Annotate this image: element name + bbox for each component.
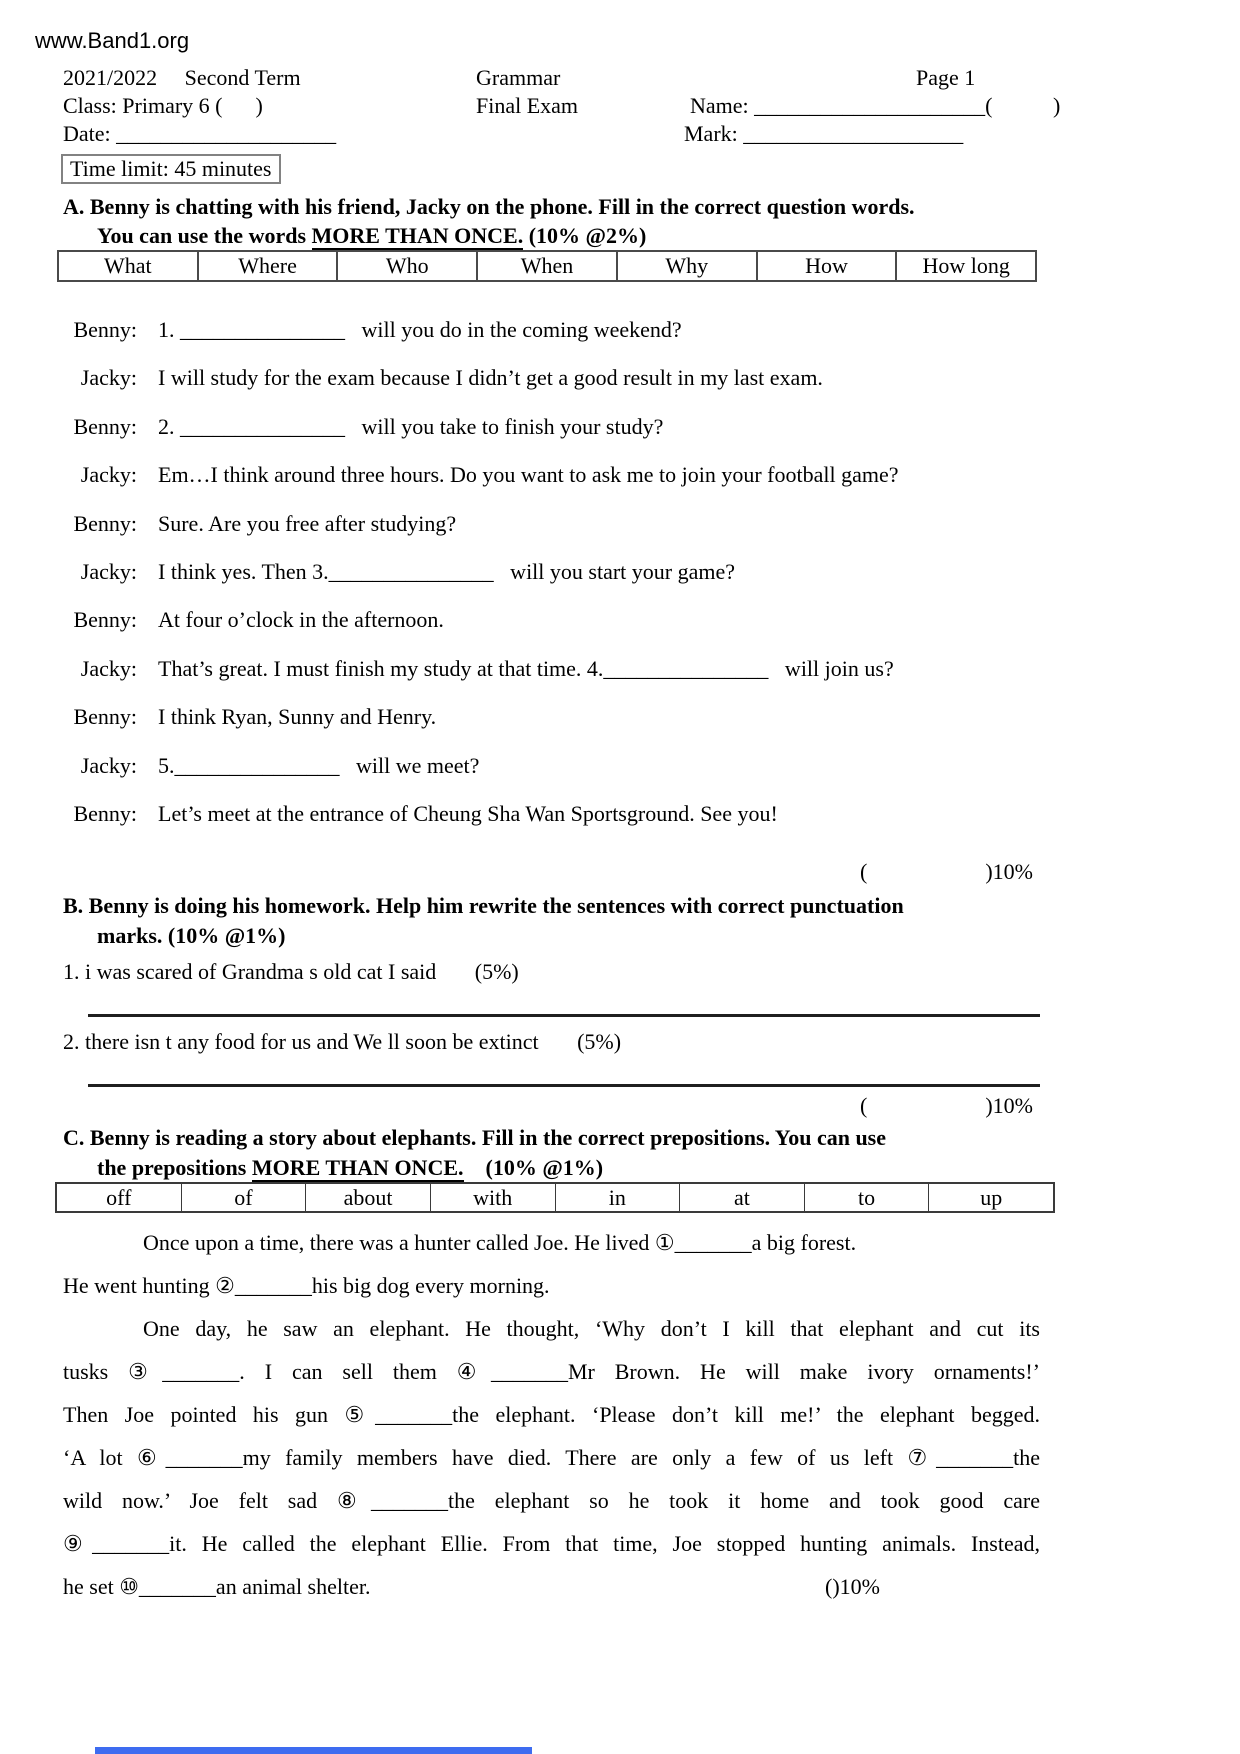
score-open-paren: (	[860, 1093, 868, 1118]
dialogue-row	[63, 742, 1040, 790]
word-bank-cell: How long	[895, 252, 1035, 280]
preposition-cell: of	[181, 1184, 306, 1211]
page-number: Page 1	[916, 65, 976, 90]
story-line-text: he set ⑩_______an animal shelter.	[63, 1574, 371, 1599]
preposition-cell: up	[928, 1184, 1053, 1211]
dialogue-text: I think Ryan, Sunny and Henry.	[158, 704, 437, 730]
dialogue-row	[63, 500, 1040, 548]
heading-text: the prepositions	[97, 1155, 252, 1180]
score-close-paren: )10%	[832, 1574, 880, 1599]
dialogue-text: Let’s meet at the entrance of Cheung Sha Wan Sportsground. See you!	[158, 800, 778, 826]
dialogue-text: 1. _______________ will you do in the coming weekend?	[158, 317, 682, 342]
preposition-cell: to	[804, 1184, 929, 1211]
dialogue-row	[63, 548, 1040, 596]
speaker-label: Benny:	[73, 704, 137, 730]
heading-score: (10% @2%)	[523, 223, 647, 248]
speaker-label: Benny:	[73, 413, 137, 439]
site-watermark: www.Band1.org	[35, 28, 190, 53]
punctuation-question-1: 1. i was scared of Grandma s old cat I said (5%)	[63, 959, 519, 984]
word-bank-cell: What	[104, 253, 152, 278]
dialogue-row	[63, 306, 1040, 354]
speaker-label: Benny:	[73, 800, 137, 826]
dialogue-text: 2. _______________ will you take to finish your study?	[158, 413, 664, 439]
dialogue-row	[63, 403, 1040, 451]
dialogue-text: Em…I think around three hours. Do you want to ask me to join your football game?	[158, 462, 899, 488]
dialogue-section	[63, 306, 1040, 838]
speaker-label: Jacky:	[80, 462, 137, 488]
score-open-paren: (	[860, 859, 868, 884]
story-line: He went hunting ②_______his big dog every morning.	[63, 1273, 550, 1298]
speaker-label: Benny:	[73, 607, 137, 633]
section-c-heading-line2	[97, 1154, 603, 1182]
preposition-cell: about	[305, 1184, 430, 1211]
preposition-cell: with	[430, 1184, 555, 1211]
story-line: One day, he saw an elephant. He thought, ‘Why don’t I kill that elephant and cut its	[143, 1316, 1040, 1341]
dialogue-row	[63, 596, 1040, 644]
story-line	[63, 1565, 1040, 1608]
class-field: Class: Primary 6 ( )	[63, 93, 263, 118]
preposition-cell: off	[106, 1185, 132, 1210]
punctuation-question-2: 2. there isn t any food for us and We ll soon be extinct (5%)	[63, 1029, 622, 1054]
word-bank-cell: Who	[336, 252, 476, 280]
term-label: 2021/2022 Second Term	[63, 65, 301, 90]
story-line: wild now.’ Joe felt sad ⑧_______the elephant so he took it home and took good care	[63, 1488, 1040, 1513]
name-field: Name: _____________________( )	[690, 93, 1061, 118]
section-b-score-mark	[860, 1092, 1033, 1120]
section-b-heading-line2: marks. (10% @1%)	[97, 923, 286, 948]
more-than-once-underlined: MORE THAN ONCE.	[312, 223, 524, 251]
answer-line-2	[88, 1084, 1040, 1087]
section-b-heading-line1: B. Benny is doing his homework. Help him rewrite the sentences with correct punctuation	[63, 893, 904, 918]
heading-text: You can use the words	[97, 223, 312, 248]
subject-label: Grammar	[476, 65, 561, 90]
story-line: tusks ③_______. I can sell them ④_______Mr Brown. He will make ivory ornaments!’	[63, 1359, 1040, 1384]
dialogue-text: 5._______________ will we meet?	[158, 752, 480, 778]
score-close-paren: )10%	[985, 1093, 1033, 1118]
word-bank-cell: Where	[197, 252, 337, 280]
time-limit-box: Time limit: 45 minutes	[61, 154, 281, 184]
answer-line-1	[88, 1014, 1040, 1017]
speaker-label: Benny:	[73, 317, 137, 342]
speaker-label: Jacky:	[80, 752, 137, 778]
heading-score: (10% @1%)	[463, 1155, 604, 1180]
story-line: Then Joe pointed his gun ⑤_______the elephant. ‘Please don’t kill me!’ the elephant begged.	[63, 1402, 1040, 1427]
preposition-cell: in	[555, 1184, 680, 1211]
section-a-heading-line1: A. Benny is chatting with his friend, Jacky on the phone. Fill in the correct question words.	[63, 194, 915, 219]
section-c-heading-line1: C. Benny is reading a story about elephants. Fill in the correct prepositions. You can use	[63, 1125, 887, 1150]
dialogue-row	[63, 790, 1040, 838]
section-a-heading-line2	[97, 222, 646, 250]
dialogue-row	[63, 354, 1040, 402]
section-a-score-mark	[860, 858, 1033, 886]
dialogue-row	[63, 451, 1040, 499]
exam-type-label: Final Exam	[476, 93, 579, 118]
story-line: Once upon a time, there was a hunter called Joe. He lived ①_______a big forest.	[143, 1230, 857, 1255]
score-open-paren: (	[825, 1574, 833, 1599]
section-c-score-mark	[825, 1565, 880, 1608]
speaker-label: Benny:	[73, 510, 137, 536]
story-line: ‘A lot ⑥_______my family members have died. There are only a few of us left ⑦_______the	[63, 1445, 1040, 1470]
dialogue-text: Sure. Are you free after studying?	[158, 510, 457, 536]
mark-field: Mark: ____________________	[684, 121, 964, 146]
more-than-once-underlined: MORE THAN ONCE.	[252, 1155, 464, 1183]
word-bank-cell: How	[756, 252, 896, 280]
prepositions-table	[55, 1182, 1055, 1213]
question-words-table	[57, 250, 1037, 282]
preposition-cell: at	[679, 1184, 804, 1211]
dialogue-text: At four o’clock in the afternoon.	[158, 607, 444, 633]
speaker-label: Jacky:	[80, 558, 137, 584]
word-bank-cell: Why	[616, 252, 756, 280]
footer-link-bar[interactable]	[95, 1747, 532, 1754]
dialogue-row	[63, 693, 1040, 741]
story-line: ⑨_______it. He called the elephant Ellie. From that time, Joe stopped hunting animals. Instead,	[63, 1531, 1040, 1556]
dialogue-text: I think yes. Then 3._______________ will you start your game?	[158, 558, 736, 584]
date-field: Date: ____________________	[63, 121, 337, 146]
dialogue-row	[63, 645, 1040, 693]
score-close-paren: )10%	[985, 859, 1033, 884]
speaker-label: Jacky:	[80, 365, 137, 391]
story-paragraph	[63, 1221, 1040, 1608]
word-bank-cell: When	[476, 252, 616, 280]
dialogue-text: That’s great. I must finish my study at that time. 4._______________ will join us?	[158, 655, 894, 681]
speaker-label: Jacky:	[80, 655, 137, 681]
dialogue-text: I will study for the exam because I didn’t get a good result in my last exam.	[158, 365, 823, 391]
